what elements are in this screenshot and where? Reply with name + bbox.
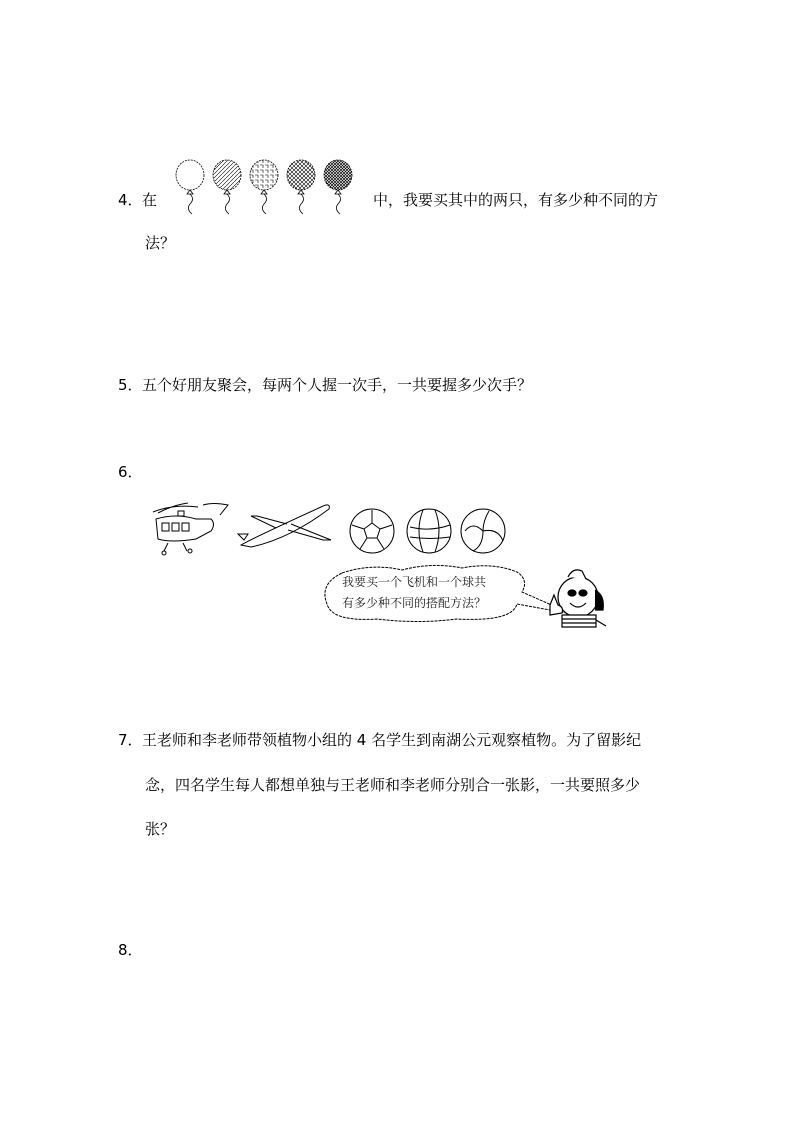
cartoon-character-illustration [540, 565, 612, 635]
basketball-illustration [405, 507, 453, 555]
volleyball-illustration [459, 507, 507, 555]
question-7-number: 7． [118, 731, 143, 749]
soccer-ball-illustration [348, 507, 396, 555]
question-5-text: 五个好朋友聚会，每两个人握一次手，一共要握多少次手？ [142, 376, 533, 394]
question-7-line-1: 王老师和李老师带领植物小组的 4 名学生到南湖公元观察植物。为了留影纪 [142, 731, 642, 749]
balloons-illustration [170, 158, 360, 218]
question-7-line-3: 张？ [145, 820, 176, 838]
question-6-number: 6． [118, 463, 143, 481]
question-8-number: 8． [118, 941, 143, 959]
question-5-number: 5． [118, 376, 143, 394]
question-4-text-before: 在 [142, 191, 158, 209]
question-4-number: 4． [118, 191, 143, 209]
question-4-continuation: 法？ [145, 234, 176, 252]
question-7-line-2: 念，四名学生每人都想单独与王老师和李老师分别合一张影，一共要照多少 [145, 776, 641, 794]
helicopter-illustration [148, 497, 233, 557]
question-4-text-after: 中，我要买其中的两只，有多少种不同的方 [373, 191, 659, 209]
speech-bubble-line-2: 有多少种不同的搭配方法？ [342, 596, 487, 610]
speech-bubble-line-1: 我要买一个飞机和一个球共 [342, 575, 487, 589]
airplane-illustration [236, 500, 336, 552]
